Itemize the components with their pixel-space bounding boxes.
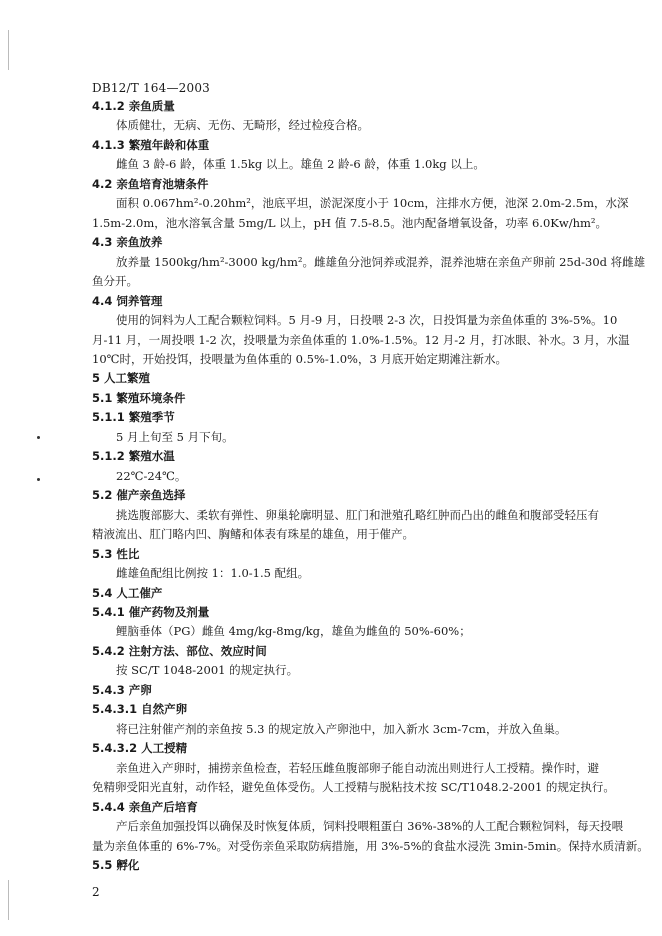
paragraph-line: 10℃时，开始投饵，投喂量为鱼体重的 0.5%-1.0%，3 月底开始定期滩注新水。 xyxy=(92,352,507,366)
paragraph-line: 免精卵受阳光直射，动作轻，避免鱼体受伤。人工授精与脱粘技术按 SC/T1048.2-2001 的规定执行。 xyxy=(92,780,615,794)
section-heading: 5.4.2 注射方法、部位、效应时间 xyxy=(92,644,267,658)
section-heading: 5.4.3.1 自然产卵 xyxy=(92,702,188,716)
paragraph-line: 雌鱼 3 龄-6 龄，体重 1.5kg 以上。雄鱼 2 龄-6 龄，体重 1.0kg 以上。 xyxy=(116,157,485,171)
paragraph-line: 面积 0.067hm²-0.20hm²，池底平坦，淤泥深度小于 10cm，注排水方便，池深 2.0m-2.5m，水深 xyxy=(116,196,629,210)
standard-number: DB12/T 164—2003 xyxy=(92,81,211,95)
section-heading: 5.5 孵化 xyxy=(92,858,140,872)
paragraph-line: 体质健壮，无病、无伤、无畸形，经过检疫合格。 xyxy=(116,118,369,132)
paragraph-line: 量为亲鱼体重的 6%-7%。对受伤亲鱼采取防病措施，用 3%-5%的食盐水浸洗 3min-5min。保持水质清新。 xyxy=(92,839,649,853)
section-heading: 5.4.3.2 人工授精 xyxy=(92,741,188,755)
section-heading: 5.1.1 繁殖季节 xyxy=(92,410,175,424)
paragraph-line: 按 SC/T 1048-2001 的规定执行。 xyxy=(116,663,299,677)
paragraph-line: 使用的饲料为人工配合颗粒饲料。5 月-9 月，日投喂 2-3 次，日投饵量为亲鱼体重的 3%-5%。10 xyxy=(116,313,618,327)
paragraph-line: 亲鱼进入产卵时，捕捞亲鱼检查，若轻压雌鱼腹部卵子能自动流出则进行人工授精。操作时，避 xyxy=(116,761,599,775)
scan-mark xyxy=(37,478,40,481)
section-heading: 5.1 繁殖环境条件 xyxy=(92,391,186,405)
section-heading: 5.4.1 催产药物及剂量 xyxy=(92,605,210,619)
paragraph-line: 鲤脑垂体（PG）雌鱼 4mg/kg-8mg/kg，雄鱼为雌鱼的 50%-60%； xyxy=(116,624,471,638)
section-heading: 5.4 人工催产 xyxy=(92,586,163,600)
section-heading: 4.2 亲鱼培育池塘条件 xyxy=(92,177,209,191)
paragraph-line: 5 月上旬至 5 月下旬。 xyxy=(116,430,234,444)
paragraph-line: 鱼分开。 xyxy=(92,274,138,288)
section-heading: 5.3 性比 xyxy=(92,547,140,561)
section-heading: 5.4.3 产卵 xyxy=(92,683,152,697)
paragraph-line: 产后亲鱼加强投饵以确保及时恢复体质，饲料投喂粗蛋白 36%-38%的人工配合颗粒饲料，每天投喂 xyxy=(116,819,624,833)
paragraph-line: 月-11 月，一周投喂 1-2 次，投喂量为亲鱼体重的 1.0%-1.5%。12 月-2 月，打冰眼、补水。3 月，水温 xyxy=(92,333,630,347)
page-number: 2 xyxy=(92,885,100,899)
paragraph-line: 将已注射催产剂的亲鱼按 5.3 的规定放入产卵池中，加入新水 3cm-7cm，并放入鱼巢。 xyxy=(116,722,567,736)
section-heading: 4.1.3 繁殖年龄和体重 xyxy=(92,138,210,152)
paragraph-line: 挑选腹部膨大、柔软有弹性、卵巢轮廓明显、肛门和泄殖孔略红肿而凸出的雌鱼和腹部受轻压有 xyxy=(116,508,599,522)
section-heading: 4.4 饲养管理 xyxy=(92,294,163,308)
paragraph-line: 1.5m-2.0m，池水溶氧含量 5mg/L 以上，pH 值 7.5-8.5。池内配备增氧设备，功率 6.0Kw/hm²。 xyxy=(92,216,608,230)
section-heading: 5.2 催产亲鱼选择 xyxy=(92,488,186,502)
paragraph-line: 放养量 1500kg/hm²-3000 kg/hm²。雌雄鱼分池饲养或混养，混养池塘在亲鱼产卵前 25d-30d 将雌雄 xyxy=(116,255,646,269)
scan-edge-line xyxy=(8,30,9,70)
paragraph-line: 22℃-24℃。 xyxy=(116,469,187,483)
section-heading: 4.1.2 亲鱼质量 xyxy=(92,99,175,113)
paragraph-line: 精液流出、肛门略内凹、胸鳍和体表有珠星的雄鱼，用于催产。 xyxy=(92,527,414,541)
section-heading: 4.3 亲鱼放养 xyxy=(92,235,163,249)
section-heading: 5 人工繁殖 xyxy=(92,371,151,385)
paragraph-line: 雌雄鱼配组比例按 1：1.0-1.5 配组。 xyxy=(116,566,310,580)
scan-mark xyxy=(37,436,40,439)
section-heading: 5.1.2 繁殖水温 xyxy=(92,449,175,463)
scan-edge-line xyxy=(8,880,9,920)
section-heading: 5.4.4 亲鱼产后培育 xyxy=(92,800,198,814)
